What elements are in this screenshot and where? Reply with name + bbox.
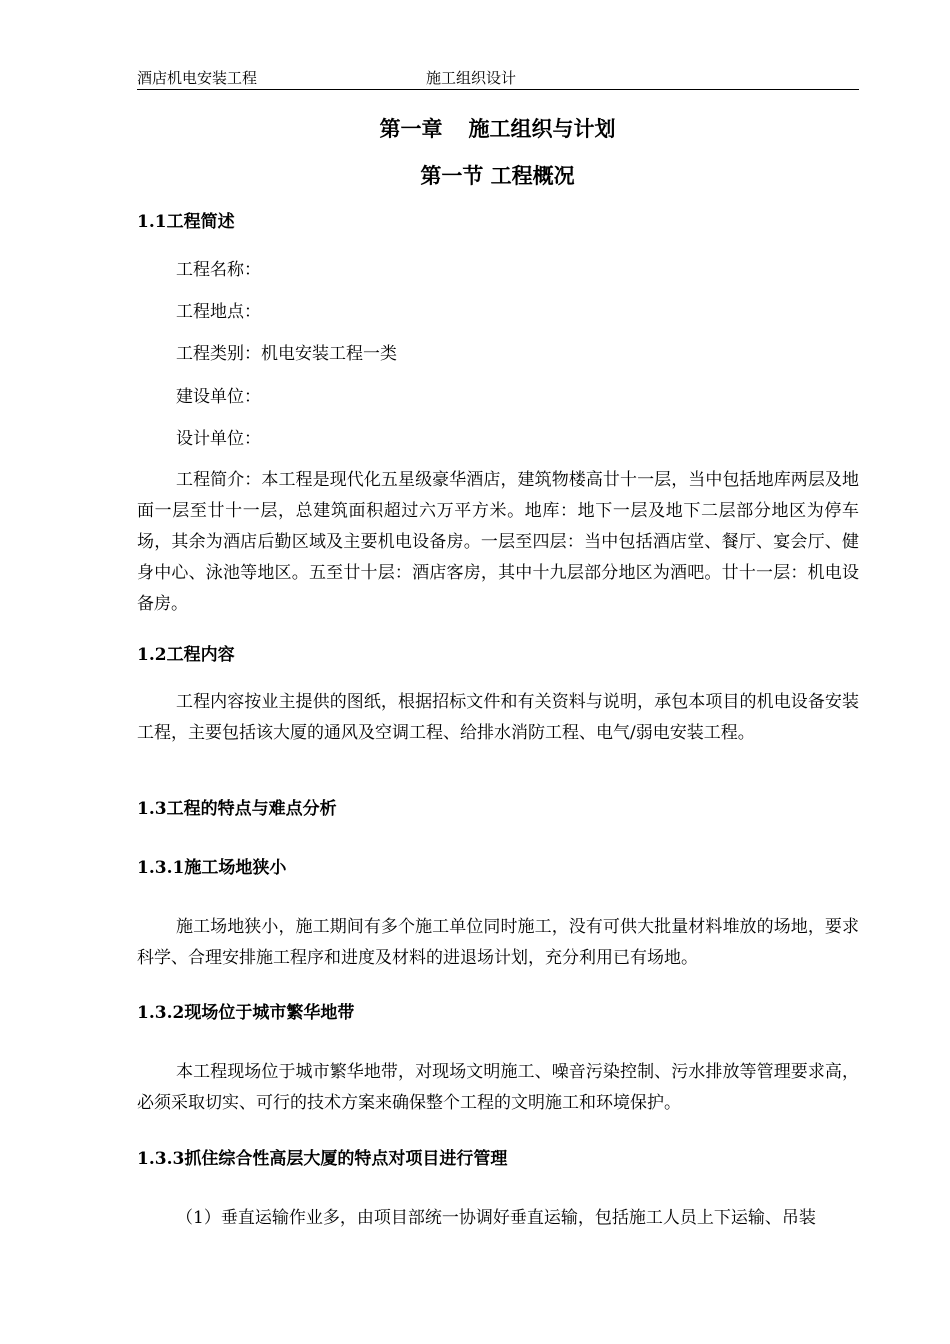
field-project-category: 工程类别：机电安装工程一类 (176, 344, 397, 364)
field-owner: 建设单位： (176, 387, 261, 407)
header-document-title: 施工组织设计 (426, 69, 517, 87)
scope-paragraph: 工程内容按业主提供的图纸，根据招标文件和有关资料与说明，承包本项目的机电设备安装工程，主要包括该大厦的通风及空调工程、给排水消防工程、电气/弱电安装工程。 (137, 692, 859, 743)
field-designer: 设计单位： (176, 429, 261, 449)
chapter-number: 第一章 (379, 116, 443, 141)
heading-1-2: 1.2工程内容 (137, 645, 235, 665)
location-paragraph: 本工程现场位于城市繁华地带，对现场文明施工、噪音污染控制、污水排放等管理要求高，必须采取切实、可行的技术方案来确保整个工程的文明施工和环境保护。 (137, 1062, 859, 1113)
heading-1-1: 1.1工程简述 (137, 212, 235, 232)
section-title: 第一节 工程概况 (420, 163, 575, 188)
heading-1-3: 1.3工程的特点与难点分析 (137, 799, 337, 819)
project-summary-paragraph: 工程简介：本工程是现代化五星级豪华酒店，建筑物楼高廿十一层，当中包括地库两层及地面一层至廿十一层，总建筑面积超过六万平方米。地库：地下一层及地下二层部分地区为停车场，其余为酒店后勤区域及主要机电设备房。一层至四层：当中包括酒店堂、餐厅、宴会厅、健身中心、泳池等地区。五至廿十层：酒店客房，其中十九层部分地区为酒吧。廿十一层：机电设备房。 (137, 470, 859, 614)
heading-1-3-2: 1.3.2现场位于城市繁华地带 (137, 1003, 355, 1023)
heading-1-3-1: 1.3.1施工场地狭小 (137, 858, 287, 878)
header-project-name: 酒店机电安装工程 (137, 69, 258, 87)
field-project-location: 工程地点： (176, 302, 261, 322)
chapter-name: 施工组织与计划 (468, 116, 616, 141)
chapter-title (0, 115, 950, 143)
field-project-name: 工程名称： (176, 260, 261, 280)
site-constraint-paragraph: 施工场地狭小，施工期间有多个施工单位同时施工，没有可供大批量材料堆放的场地，要求科学、合理安排施工程序和进度及材料的进退场计划，充分利用已有场地。 (137, 917, 859, 968)
page-header (137, 68, 859, 90)
heading-1-3-3: 1.3.3抓住综合性高层大厦的特点对项目进行管理 (137, 1149, 508, 1169)
vertical-transport-paragraph: （1）垂直运输作业多，由项目部统一协调好垂直运输，包括施工人员上下运输、吊装 (176, 1208, 816, 1228)
